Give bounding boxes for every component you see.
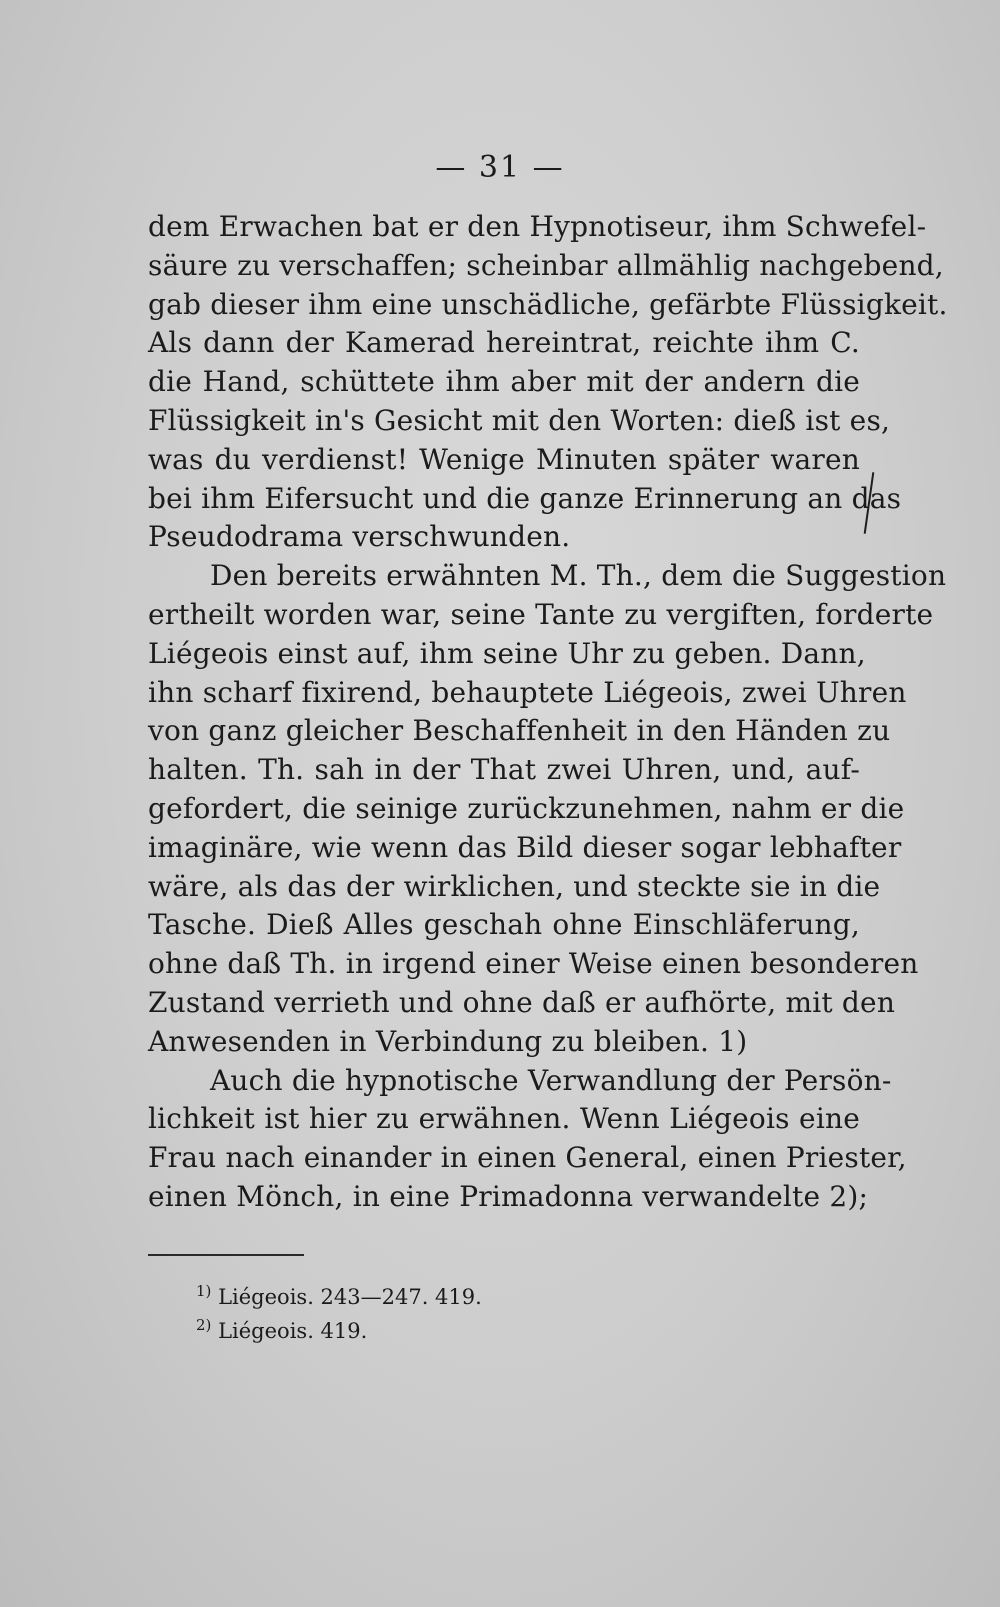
text-line: wäre, als das der wirklichen, und steckte sie in die [148, 869, 881, 903]
text-line: Zustand verrieth und ohne daß er aufhörte, mit den [148, 985, 896, 1019]
text-line: ohne daß Th. in irgend einer Weise einen besonderen [148, 947, 919, 981]
page-number: — 31 — [435, 150, 565, 185]
footnote-text: Liégeois. 419. [218, 1319, 368, 1343]
text-line: Anwesenden in Verbindung zu bleiben. 1) [148, 1024, 748, 1058]
text-line: die Hand, schüttete ihm aber mit der andern die [148, 365, 860, 399]
footnote-marker: 1) [196, 1282, 212, 1300]
footnote-text: Liégeois. 243—247. 419. [218, 1285, 482, 1309]
footnotes [196, 1280, 696, 1348]
body-text [148, 208, 948, 1217]
text-line: von ganz gleicher Beschaffenheit in den Händen zu [148, 714, 891, 748]
text-line: ihn scharf fixirend, behauptete Liégeois, zwei Uhren [148, 675, 907, 709]
text-line: Den bereits erwähnten M. Th., dem die Suggestion [210, 559, 947, 593]
text-line: halten. Th. sah in der That zwei Uhren, und, auf- [148, 753, 860, 787]
text-line: bei ihm Eifersucht und die ganze Erinnerung an das [148, 481, 902, 515]
text-line: einen Mönch, in eine Primadonna verwandelte 2); [148, 1179, 869, 1213]
text-line: lichkeit ist hier zu erwähnen. Wenn Liégeois eine [148, 1102, 860, 1136]
footnote-rule [148, 1254, 304, 1256]
footnote-marker: 2) [196, 1316, 212, 1334]
text-line: Tasche. Dieß Alles geschah ohne Einschläferung, [148, 908, 860, 942]
text-line: imaginäre, wie wenn das Bild dieser sogar lebhafter [148, 830, 902, 864]
text-line: was du verdienst! Wenige Minuten später waren [148, 442, 860, 476]
text-line: gab dieser ihm eine unschädliche, gefärbte Flüssigkeit. [148, 287, 948, 321]
text-line: Pseudodrama verschwunden. [148, 520, 571, 554]
footnote [196, 1280, 696, 1314]
text-line: gefordert, die seinige zurückzunehmen, nahm er die [148, 791, 905, 825]
text-line: ertheilt worden war, seine Tante zu vergiften, forderte [148, 597, 934, 631]
text-line: Als dann der Kamerad hereintrat, reichte ihm C. [148, 326, 860, 360]
text-line: dem Erwachen bat er den Hypnotiseur, ihm Schwefel- [148, 210, 927, 243]
text-line: Auch die hypnotische Verwandlung der Persön- [210, 1063, 892, 1097]
text-line: säure zu verschaffen; scheinbar allmählig nachgebend, [148, 248, 944, 282]
text-line: Flüssigkeit in's Gesicht mit den Worten: dieß ist es, [148, 403, 891, 437]
text-line: Frau nach einander in einen General, einen Priester, [148, 1141, 907, 1175]
text-line: Liégeois einst auf, ihm seine Uhr zu geben. Dann, [148, 636, 866, 670]
footnote [196, 1314, 696, 1348]
